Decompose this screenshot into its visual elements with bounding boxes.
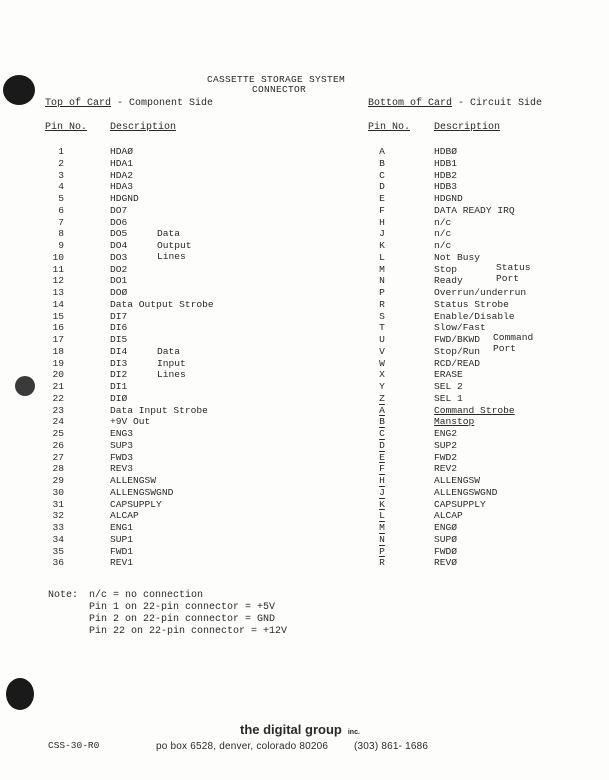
left-pin-description: DI4	[110, 345, 128, 357]
right-pin-description: Manstop	[434, 416, 475, 428]
left-pin-description: DI6	[110, 322, 128, 334]
right-pin-number: D	[379, 181, 385, 193]
right-pin-number: E	[379, 193, 385, 204]
output-group-label-3: Lines	[157, 251, 186, 262]
company-address: po box 6528, denver, colorado 80206	[156, 741, 329, 752]
left-pin-description: DIØ	[110, 392, 128, 404]
right-pin-description: REV2	[434, 463, 458, 475]
right-pin-description: ALLENGSW	[434, 475, 481, 486]
left-pin-description: DO2	[110, 263, 128, 275]
left-pin-number: 6	[58, 204, 64, 216]
right-pin-number: $\overline{M}$	[379, 522, 385, 533]
note-line-1: n/c = no connection	[89, 590, 204, 601]
right-pin-description: HDBØ	[434, 146, 458, 157]
left-pin-number: 20	[52, 369, 64, 381]
left-pin-description: ENG1	[110, 522, 134, 533]
right-pin-description: HDGND	[434, 193, 463, 204]
output-group-label-2: Output	[157, 240, 192, 251]
right-pin-number: V	[379, 345, 385, 357]
company-suffix: inc.	[347, 729, 360, 736]
company-name-text: the digital group	[240, 722, 342, 737]
right-pin-description: n/c	[434, 216, 452, 228]
right-section-suffix: - Circuit Side	[458, 98, 543, 109]
right-pin-number: R	[379, 298, 385, 310]
right-pin-number: P	[379, 287, 385, 298]
page-subtitle: CONNECTOR	[252, 84, 307, 95]
right-pin-description: Enable/Disable	[434, 310, 515, 322]
left-pin-number: 12	[52, 275, 64, 287]
left-pin-number: 31	[52, 498, 64, 510]
right-pin-description: ENGØ	[434, 522, 458, 533]
right-pin-number: T	[379, 322, 385, 334]
left-pin-number: 15	[52, 310, 64, 322]
right-pin-description: FWD/BKWD	[434, 334, 481, 345]
right-pin-number: $\overline{C}$	[379, 428, 385, 439]
left-pin-number: 10	[52, 251, 64, 263]
left-pin-description: DO5	[110, 228, 128, 240]
right-pin-description: Not Busy	[434, 251, 481, 263]
right-pin-description: Stop/Run	[434, 345, 481, 357]
left-pin-number: 28	[52, 463, 64, 475]
left-pin-description: CAPSUPPLY	[110, 498, 162, 510]
right-pin-number: $\overline{K}$	[379, 498, 385, 510]
right-pin-number: $\overline{H}$	[379, 475, 385, 486]
left-section-heading	[45, 98, 213, 110]
left-pin-description: Data Output Strobe	[110, 298, 214, 310]
right-pin-description: RCD/READ	[434, 357, 481, 369]
left-pin-description: HDA1	[110, 157, 134, 169]
left-pin-description: +9V Out	[110, 416, 151, 428]
right-pin-number: H	[379, 216, 385, 228]
input-group-label-1: Data	[157, 346, 181, 357]
right-pin-description: Command Strobe	[434, 404, 515, 416]
left-pin-description: SUP1	[110, 533, 134, 545]
left-pin-description: DI1	[110, 381, 128, 392]
right-section-title: Bottom of Card	[368, 98, 453, 109]
right-pin-description: SEL 1	[434, 392, 463, 404]
right-pin-description: SUP2	[434, 439, 458, 451]
left-pin-number: 13	[52, 287, 64, 298]
left-pin-number: 32	[52, 510, 64, 522]
right-pin-description: n/c	[434, 228, 452, 240]
left-pin-number: 16	[52, 322, 64, 334]
left-pin-description: DI2	[110, 369, 128, 381]
left-section-suffix: - Component Side	[117, 98, 214, 109]
left-pin-number: 35	[52, 545, 64, 557]
left-pin-number: 9	[58, 240, 64, 251]
input-group-label-3: Lines	[157, 369, 186, 380]
right-pin-description: Slow/Fast	[434, 322, 486, 334]
right-pin-number: $\overline{D}$	[379, 439, 385, 451]
punch-hole-middle	[15, 376, 35, 396]
right-pin-description: CAPSUPPLY	[434, 498, 486, 510]
note-line-4: Pin 22 on 22-pin connector = +12V	[89, 626, 288, 637]
left-pin-description: DO4	[110, 240, 128, 251]
right-pin-number: J	[379, 228, 385, 240]
punch-hole-bottom	[6, 678, 34, 710]
right-pin-number: W	[379, 357, 385, 369]
right-pin-description: Ready	[434, 275, 463, 287]
left-pin-number: 1	[58, 146, 64, 157]
left-pin-description: ENG3	[110, 428, 134, 439]
left-pin-description: DO3	[110, 251, 128, 263]
command-port-label-2: Port	[493, 343, 517, 354]
left-pin-number: 36	[52, 557, 64, 569]
left-pin-number: 29	[52, 475, 64, 486]
status-port-label-1: Status	[496, 262, 531, 273]
left-pin-number: 22	[52, 392, 64, 404]
left-pin-description: ALCAP	[110, 510, 139, 522]
note-line-3: Pin 2 on 22-pin connector = GND	[89, 614, 276, 625]
right-pin-number: $\overline{R}$	[379, 557, 385, 569]
right-pin-number: $\overline{N}$	[379, 533, 385, 545]
right-pin-description: Stop	[434, 263, 458, 275]
right-pin-number: Z	[379, 392, 385, 404]
left-pin-description: HDGND	[110, 193, 139, 204]
status-port-label-2: Port	[496, 273, 520, 284]
left-pin-number: 2	[58, 157, 64, 169]
right-col-desc-header: Description	[434, 122, 501, 133]
left-pin-number: 8	[58, 228, 64, 240]
right-pin-description: ALCAP	[434, 510, 463, 522]
note-line-2: Pin 1 on 22-pin connector = +5V	[89, 602, 276, 613]
right-pin-description: REVØ	[434, 557, 458, 569]
left-pin-description: SUP3	[110, 439, 134, 451]
right-pin-number: M	[379, 263, 385, 275]
left-pin-number: 17	[52, 334, 64, 345]
right-pin-number: K	[379, 240, 385, 251]
left-pin-description: FWD3	[110, 451, 134, 463]
right-pin-number: C	[379, 169, 385, 181]
left-pin-number: 33	[52, 522, 64, 533]
left-col-desc-header: Description	[110, 122, 177, 133]
right-pin-number: $\overline{E}$	[379, 451, 385, 463]
left-pin-number: 21	[52, 381, 64, 392]
left-pin-description: DO6	[110, 216, 128, 228]
left-pin-description: DI7	[110, 310, 128, 322]
left-pin-description: DI3	[110, 357, 128, 369]
left-pin-number: 25	[52, 428, 64, 439]
right-pin-number: $\overline{B}$	[379, 416, 385, 428]
left-pin-number: 5	[58, 193, 64, 204]
left-pin-number: 26	[52, 439, 64, 451]
right-pin-number: S	[379, 310, 385, 322]
left-pin-description: REV3	[110, 463, 134, 475]
left-pin-number: 30	[52, 486, 64, 498]
command-port-label-1: Command	[493, 332, 534, 343]
left-pin-number: 27	[52, 451, 64, 463]
left-col-pin-header: Pin No.	[45, 122, 88, 133]
company-phone: (303) 861- 1686	[354, 741, 429, 752]
left-pin-description: HDA3	[110, 181, 134, 193]
right-pin-number: A	[379, 146, 385, 157]
left-pin-description: HDAØ	[110, 146, 134, 157]
left-pin-number: 7	[58, 216, 64, 228]
right-pin-description: DATA READY IRQ	[434, 204, 515, 216]
right-pin-description: HDB1	[434, 157, 458, 169]
right-pin-description: ERASE	[434, 369, 463, 381]
right-pin-number: U	[379, 334, 385, 345]
left-pin-number: 19	[52, 357, 64, 369]
left-pin-number: 34	[52, 533, 64, 545]
left-pin-description: FWD1	[110, 545, 134, 557]
left-pin-description: DI5	[110, 334, 128, 345]
left-pin-description: REV1	[110, 557, 134, 569]
left-pin-description: DOØ	[110, 287, 128, 298]
left-section-title: Top of Card	[45, 98, 112, 109]
left-pin-number: 3	[58, 169, 64, 181]
left-pin-description: ALLENGSW	[110, 475, 157, 486]
left-pin-number: 4	[58, 181, 64, 193]
left-pin-description: Data Input Strobe	[110, 404, 208, 416]
right-pin-description: SEL 2	[434, 381, 463, 392]
right-pin-number: F	[379, 204, 385, 216]
input-group-label-2: Input	[157, 358, 186, 369]
left-pin-number: 18	[52, 345, 64, 357]
left-pin-description: HDA2	[110, 169, 134, 181]
right-pin-description: HDB3	[434, 181, 458, 193]
note-label: Note:	[48, 590, 79, 601]
right-section-heading	[368, 98, 542, 110]
right-pin-number: Y	[379, 381, 385, 392]
punch-hole-top	[3, 75, 35, 105]
right-pin-description: ENG2	[434, 428, 458, 439]
right-pin-number: N	[379, 275, 385, 287]
right-pin-description: Overrun/underrun	[434, 287, 527, 298]
left-pin-number: 24	[52, 416, 64, 428]
right-pin-description: ALLENGSWGND	[434, 486, 498, 498]
right-pin-description: SUPØ	[434, 533, 458, 545]
right-pin-description: HDB2	[434, 169, 458, 181]
right-pin-number: $\overline{F}$	[379, 463, 385, 475]
right-pin-number: $\overline{J}$	[379, 486, 385, 498]
left-pin-number: 23	[52, 404, 64, 416]
page-title: CASSETTE STORAGE SYSTEM	[207, 74, 346, 85]
right-pin-description: FWDØ	[434, 545, 458, 557]
company-name	[240, 724, 360, 739]
right-pin-number: $\overline{A}$	[379, 404, 385, 416]
right-pin-number: $\overline{L}$	[379, 510, 385, 522]
left-pin-number: 11	[52, 263, 64, 275]
right-pin-number: $\overline{P}$	[379, 545, 385, 557]
doc-code: CSS-30-R0	[48, 740, 100, 751]
right-col-pin-header: Pin No.	[368, 122, 411, 133]
left-pin-description: DO7	[110, 204, 128, 216]
right-pin-number: L	[379, 251, 385, 263]
right-pin-number: X	[379, 369, 385, 381]
right-pin-description: FWD2	[434, 451, 458, 463]
right-pin-description: n/c	[434, 240, 452, 251]
right-pin-description: Status Strobe	[434, 298, 509, 310]
left-pin-description: ALLENGSWGND	[110, 486, 174, 498]
left-pin-number: 14	[52, 298, 64, 310]
right-pin-number: B	[379, 157, 385, 169]
output-group-label-1: Data	[157, 228, 181, 239]
left-pin-description: DO1	[110, 275, 128, 287]
